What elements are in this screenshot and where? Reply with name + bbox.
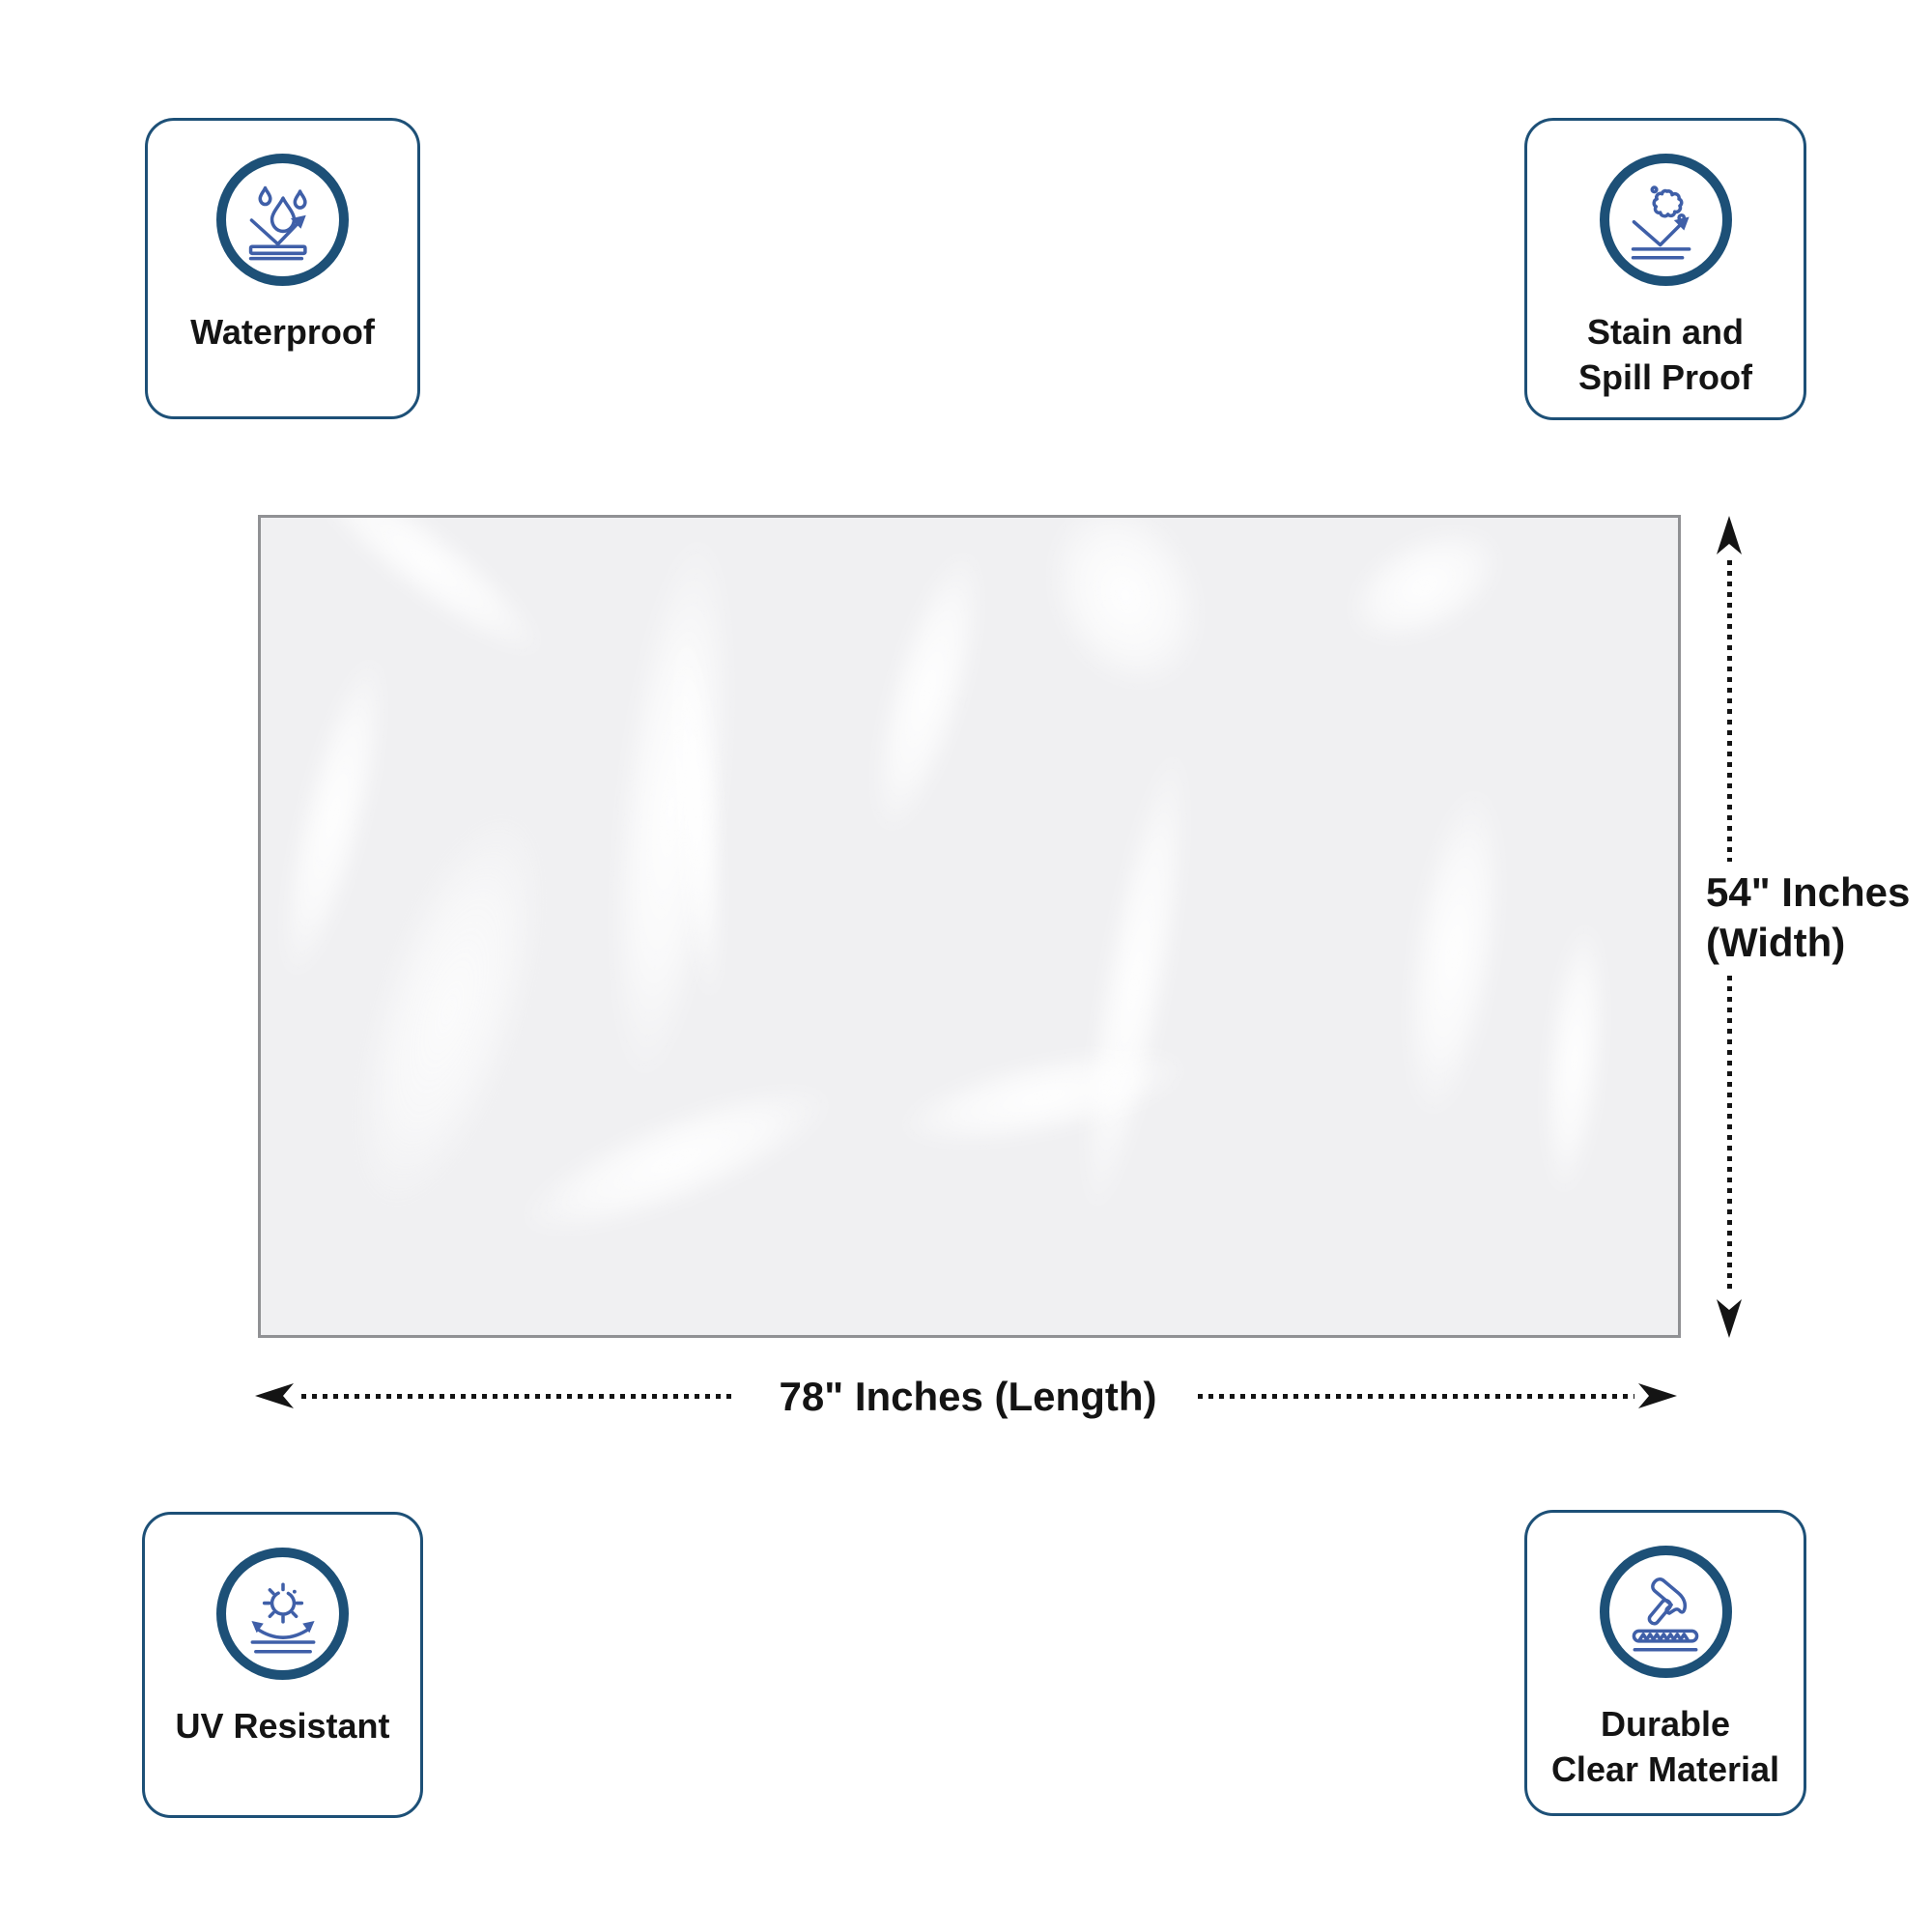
feature-badge-durable [1524, 1510, 1806, 1816]
width-label-line: 54" Inches [1706, 869, 1911, 915]
cloth-sheen [261, 650, 406, 985]
cloth-sheen [290, 515, 559, 677]
width-label-line: (Width) [1706, 920, 1846, 965]
width-dimension-line [1727, 560, 1732, 862]
badge-label-line: Stain and [1586, 312, 1745, 352]
badge-circle [1600, 154, 1732, 286]
badge-circle [1600, 1546, 1732, 1678]
stain-splash-bounce-icon [1623, 178, 1708, 263]
cloth-sheen [1020, 515, 1231, 713]
feature-badge-stain-spill [1524, 118, 1806, 420]
feature-badge-waterproof [145, 118, 420, 419]
length-label-text: 78" Inches (Length) [779, 1374, 1157, 1419]
cloth-sheen [850, 542, 1005, 841]
badge-label-line: Durable [1600, 1704, 1731, 1744]
badge-label [1527, 1701, 1804, 1792]
water-drops-bounce-icon [241, 178, 326, 263]
badge-label-line: Waterproof [190, 312, 375, 352]
badge-label [148, 309, 417, 355]
cloth-sheen [590, 533, 753, 1082]
badge-circle [216, 1548, 349, 1680]
sun-uv-reflect-icon [241, 1572, 326, 1657]
cloth-sheen [1534, 922, 1615, 1196]
badge-label [145, 1703, 420, 1748]
cloth-sheen [1062, 748, 1208, 1216]
length-dimension-line [1198, 1394, 1634, 1399]
dimension-arrowhead-left [255, 1383, 296, 1408]
cloth-sheen [508, 1059, 845, 1263]
dimension-arrowhead-down [1717, 1297, 1742, 1338]
badge-label-line: UV Resistant [175, 1706, 390, 1746]
badge-label-line: Clear Material [1550, 1749, 1780, 1789]
width-dimension-label [1706, 867, 1928, 968]
badge-label [1527, 309, 1804, 400]
cloth-sheen [894, 1030, 1193, 1166]
cloth-sheen [1388, 783, 1520, 1121]
hammer-durability-icon [1623, 1570, 1708, 1655]
length-dimension-label [736, 1373, 1200, 1421]
clear-tablecloth-image [258, 515, 1681, 1338]
feature-badge-uv-resistant [142, 1512, 423, 1818]
dimension-arrowhead-up [1717, 516, 1742, 556]
badge-circle [216, 154, 349, 286]
length-dimension-line [301, 1394, 736, 1399]
cloth-sheen [1329, 515, 1520, 667]
dimension-arrowhead-right [1636, 1383, 1677, 1408]
badge-label-line: Spill Proof [1578, 357, 1752, 397]
width-dimension-line [1727, 976, 1732, 1294]
